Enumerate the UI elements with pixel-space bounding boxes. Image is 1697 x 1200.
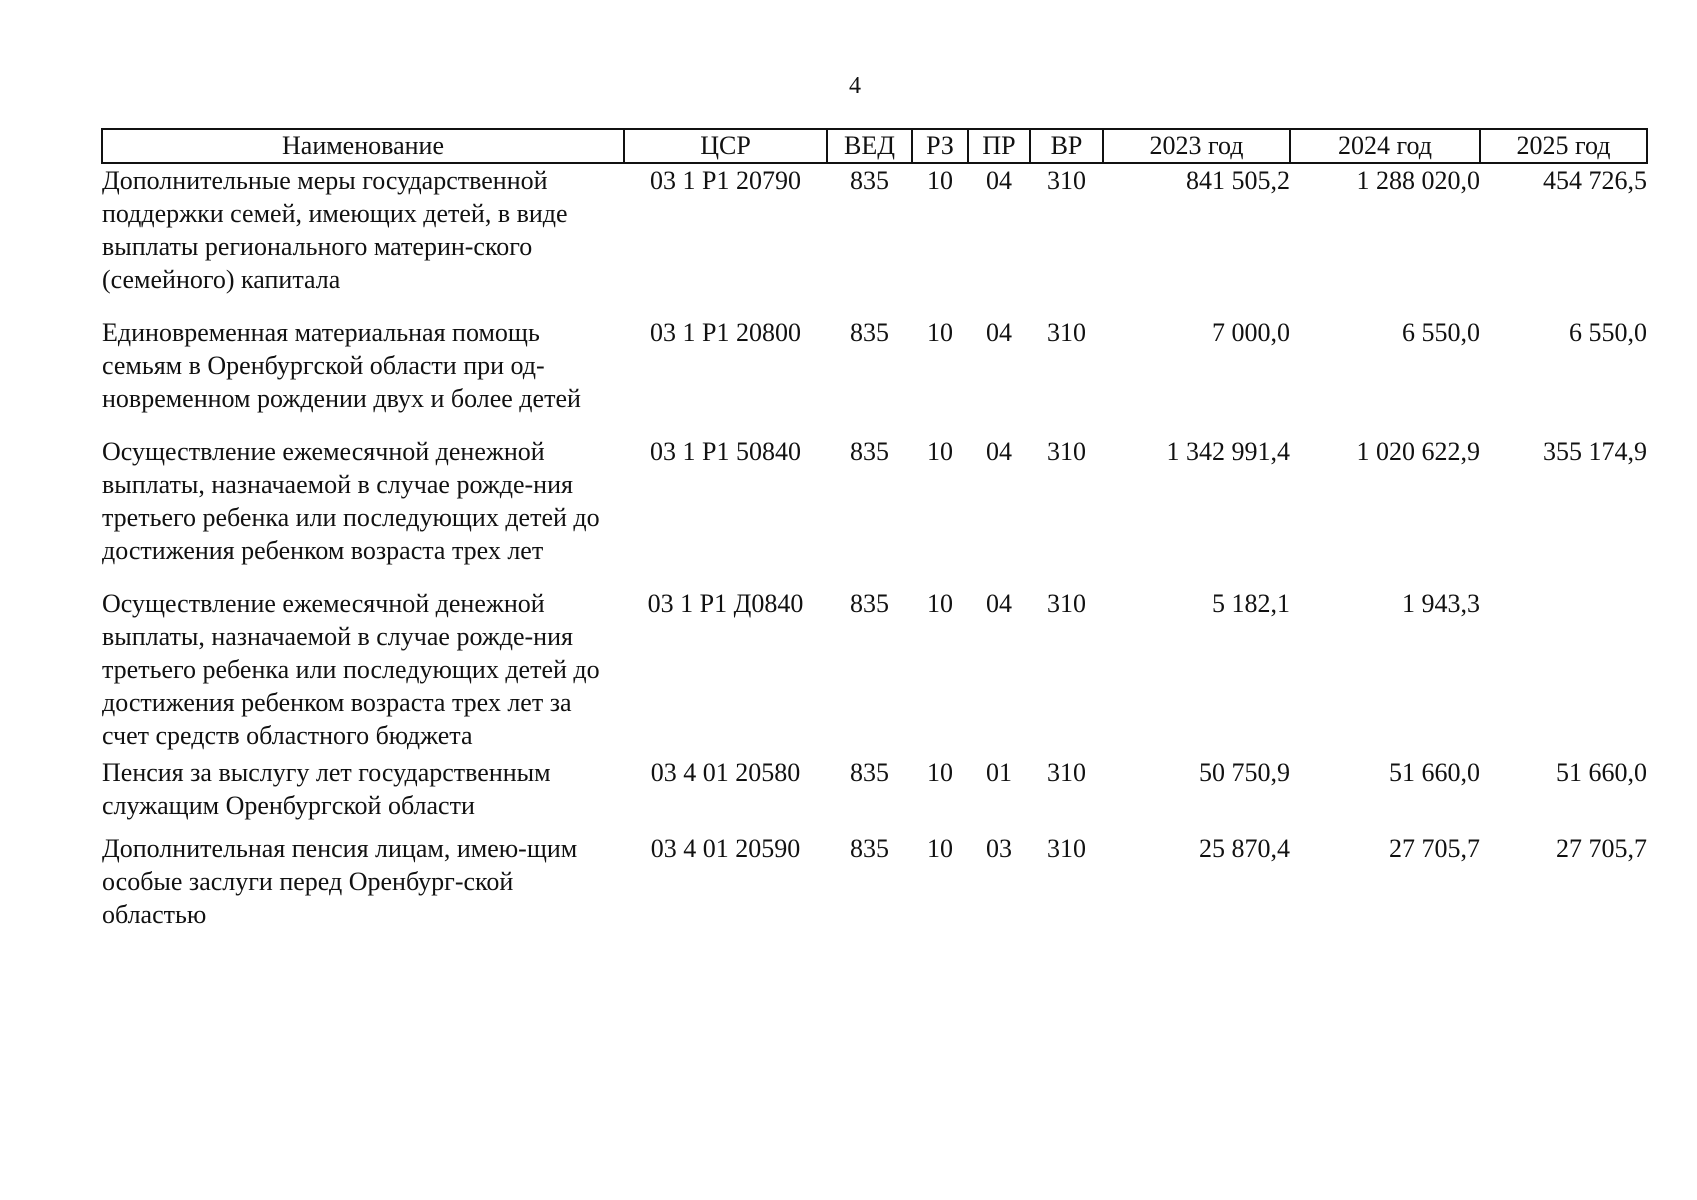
cell-2024: 6 550,0 [1402, 318, 1480, 347]
cell-csr: 03 4 01 20580 [650, 758, 801, 787]
cell-name: Дополнительная пенсия лицам, имею-щим особые заслуги перед Оренбург-ской областью [102, 834, 578, 929]
cell-2023: 5 182,1 [1212, 589, 1290, 618]
header-2024: 2024 год [1290, 129, 1480, 163]
cell-2023: 50 750,9 [1199, 758, 1290, 787]
cell-2024: 1 288 020,0 [1356, 166, 1480, 195]
cell-name: Единовременная материальная помощь семьям в Оренбургской области при од-новременном рождении двух и более детей [102, 318, 581, 413]
table-row [102, 756, 1647, 832]
cell-ved: 835 [850, 589, 889, 618]
cell-vr: 310 [1047, 758, 1086, 787]
cell-csr: 03 1 Р1 50840 [650, 437, 801, 466]
budget-table [101, 128, 1648, 951]
header-rz: РЗ [912, 129, 968, 163]
cell-rz: 10 [927, 758, 953, 787]
header-2023: 2023 год [1103, 129, 1290, 163]
cell-pr: 04 [986, 589, 1012, 618]
table-body [102, 163, 1647, 951]
cell-vr: 310 [1047, 834, 1086, 863]
cell-ved: 835 [850, 834, 889, 863]
table-row [102, 163, 1647, 316]
cell-name: Осуществление ежемесячной денежной выплаты, назначаемой в случае рожде-ния третьего ребенка или последующих детей до достижения ребенком возраста трех лет [102, 437, 600, 565]
cell-pr: 04 [986, 318, 1012, 347]
cell-pr: 03 [986, 834, 1012, 863]
cell-2025: 27 705,7 [1556, 834, 1647, 863]
page-number: 4 [849, 73, 861, 99]
cell-2023: 1 342 991,4 [1166, 437, 1290, 466]
cell-rz: 10 [927, 166, 953, 195]
table-row [102, 316, 1647, 435]
cell-2025: 355 174,9 [1543, 437, 1647, 466]
cell-2025: 6 550,0 [1569, 318, 1647, 347]
table-row [102, 587, 1647, 756]
header-row [102, 129, 1647, 163]
cell-vr: 310 [1047, 589, 1086, 618]
cell-name: Пенсия за выслугу лет государственным служащим Оренбургской области [102, 758, 551, 820]
table-row [102, 435, 1647, 587]
cell-rz: 10 [927, 589, 953, 618]
cell-2025: 454 726,5 [1543, 166, 1647, 195]
cell-vr: 310 [1047, 166, 1086, 195]
cell-pr: 04 [986, 166, 1012, 195]
cell-name: Осуществление ежемесячной денежной выплаты, назначаемой в случае рожде-ния третьего ребенка или последующих детей до достижения ребенком возраста трех лет за счет средств областного бюджета [102, 589, 600, 750]
cell-2025: 51 660,0 [1556, 758, 1647, 787]
table-header [102, 129, 1647, 163]
header-pr: ПР [968, 129, 1030, 163]
cell-2024: 1 020 622,9 [1356, 437, 1480, 466]
cell-csr: 03 1 Р1 Д0840 [647, 589, 804, 618]
cell-2023: 25 870,4 [1199, 834, 1290, 863]
table-row [102, 832, 1647, 951]
cell-csr: 03 1 Р1 20800 [650, 318, 801, 347]
cell-csr: 03 1 Р1 20790 [650, 166, 801, 195]
cell-vr: 310 [1047, 318, 1086, 347]
header-name: Наименование [102, 129, 624, 163]
cell-2024: 51 660,0 [1389, 758, 1480, 787]
cell-2024: 27 705,7 [1389, 834, 1480, 863]
cell-ved: 835 [850, 166, 889, 195]
header-vr: ВР [1030, 129, 1103, 163]
cell-2025 [1480, 587, 1647, 756]
header-2025: 2025 год [1480, 129, 1647, 163]
cell-ved: 835 [850, 318, 889, 347]
cell-ved: 835 [850, 437, 889, 466]
cell-2023: 7 000,0 [1212, 318, 1290, 347]
cell-2023: 841 505,2 [1186, 166, 1290, 195]
header-ved: ВЕД [827, 129, 912, 163]
cell-2024: 1 943,3 [1402, 589, 1480, 618]
cell-pr: 01 [986, 758, 1012, 787]
cell-vr: 310 [1047, 437, 1086, 466]
cell-ved: 835 [850, 758, 889, 787]
header-csr: ЦСР [624, 129, 827, 163]
cell-rz: 10 [927, 834, 953, 863]
cell-rz: 10 [927, 437, 953, 466]
cell-rz: 10 [927, 318, 953, 347]
cell-csr: 03 4 01 20590 [650, 834, 801, 863]
cell-pr: 04 [986, 437, 1012, 466]
cell-name: Дополнительные меры государственной поддержки семей, имеющих детей, в виде выплаты регионального материн-ского (семейного) капитала [102, 166, 568, 294]
